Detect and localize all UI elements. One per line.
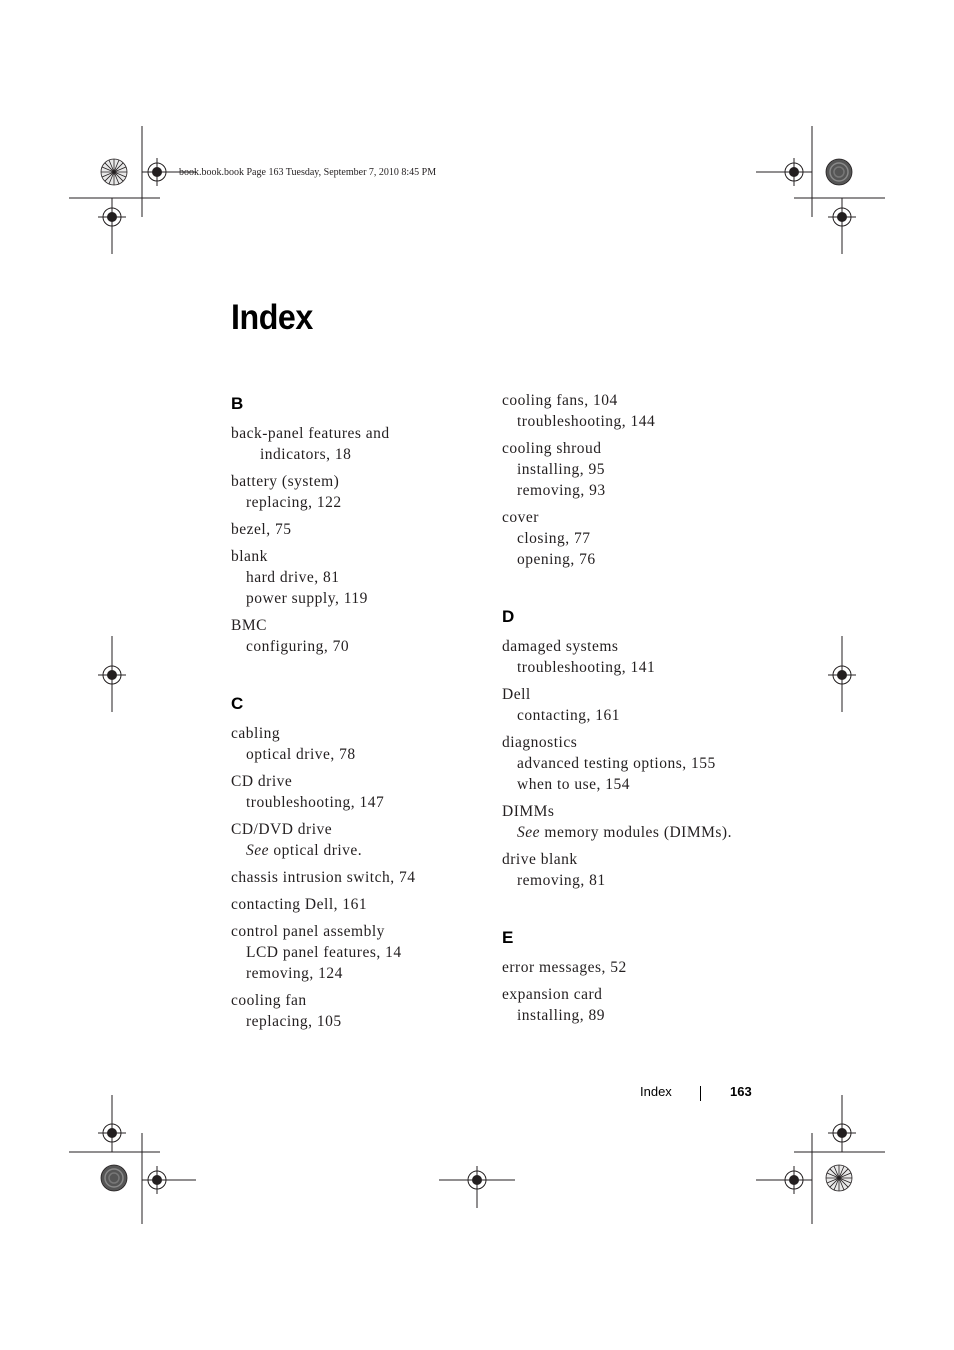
subentry-text: troubleshooting, 141: [517, 659, 656, 676]
subentry-text: when to use, 154: [517, 776, 631, 793]
registration-mark-icon: [780, 1166, 808, 1194]
index-term: damaged systems: [502, 638, 619, 655]
color-bar-star-icon: [826, 1165, 852, 1191]
index-term: expansion card: [502, 986, 603, 1003]
index-term: CD drive: [231, 773, 293, 790]
print-slug: book.book.book Page 163 Tuesday, September 7, 2010 8:45 PM: [179, 167, 437, 178]
index-term-continued: indicators, 18: [260, 446, 352, 463]
index-term: control panel assembly: [231, 923, 385, 940]
subentry-text: replacing, 105: [246, 1013, 342, 1030]
page-title: Index: [231, 298, 313, 337]
color-bar-star-icon: [101, 159, 127, 185]
index-term: bezel, 75: [231, 521, 292, 538]
index-term: diagnostics: [502, 734, 578, 751]
subentry-text: configuring, 70: [246, 638, 350, 655]
registration-mark-icon: [828, 661, 856, 689]
subentry-text: installing, 89: [517, 1007, 605, 1024]
index-term: BMC: [231, 617, 267, 634]
registration-mark-icon: [463, 1166, 491, 1194]
index-term: cooling fan: [231, 992, 307, 1009]
subentry-text: memory modules (DIMMs).: [540, 824, 732, 841]
index-term: drive blank: [502, 851, 578, 868]
subentry-text: optical drive, 78: [246, 746, 356, 763]
registration-mark-icon: [828, 203, 856, 231]
subentry-text: contacting, 161: [517, 707, 621, 724]
subentry-text: removing, 93: [517, 482, 606, 499]
subentry-text: LCD panel features, 14: [246, 944, 402, 961]
registration-mark-icon: [98, 661, 126, 689]
index-term: back-panel features and: [231, 425, 390, 442]
color-bar-dark-icon: [826, 159, 852, 185]
registration-mark-icon: [780, 158, 808, 186]
registration-mark-icon: [828, 1119, 856, 1147]
index-term: cooling shroud: [502, 440, 602, 457]
crop-marks: [69, 126, 885, 1224]
registration-mark-icon: [143, 1166, 171, 1194]
index-term: DIMMs: [502, 803, 555, 820]
index-term: battery (system): [231, 473, 340, 490]
subentry-text: power supply, 119: [246, 590, 368, 607]
index-term: contacting Dell, 161: [231, 896, 368, 913]
section-letter: E: [502, 928, 514, 947]
registration-mark-icon: [143, 158, 171, 186]
subentry-text: optical drive.: [269, 842, 363, 859]
index-term: Dell: [502, 686, 531, 703]
subentry-text: hard drive, 81: [246, 569, 340, 586]
subentry-text: removing, 124: [246, 965, 343, 982]
footer-section-label: Index: [640, 1084, 672, 1099]
index-term: cabling: [231, 725, 281, 742]
subentry-text: replacing, 122: [246, 494, 342, 511]
page-number: 163: [730, 1084, 752, 1099]
section-letter: C: [231, 694, 244, 713]
index-term: cover: [502, 509, 539, 526]
section-letter: B: [231, 394, 244, 413]
index-term: error messages, 52: [502, 959, 627, 976]
subentry-text: installing, 95: [517, 461, 605, 478]
subentry-text: opening, 76: [517, 551, 596, 568]
subentry-text: troubleshooting, 144: [517, 413, 656, 430]
subentry-text: troubleshooting, 147: [246, 794, 385, 811]
registration-mark-icon: [98, 203, 126, 231]
subentry-text: closing, 77: [517, 530, 591, 547]
section-letter: D: [502, 607, 515, 626]
registration-mark-icon: [98, 1119, 126, 1147]
see-reference: See: [517, 824, 541, 841]
color-bar-dark-icon: [101, 1165, 127, 1191]
index-term: cooling fans, 104: [502, 392, 618, 409]
subentry-text: removing, 81: [517, 872, 606, 889]
index-term: CD/DVD drive: [231, 821, 333, 838]
index-term: chassis intrusion switch, 74: [231, 869, 416, 886]
subentry-text: advanced testing options, 155: [517, 755, 716, 772]
index-term: blank: [231, 548, 268, 565]
see-reference: See: [246, 842, 270, 859]
